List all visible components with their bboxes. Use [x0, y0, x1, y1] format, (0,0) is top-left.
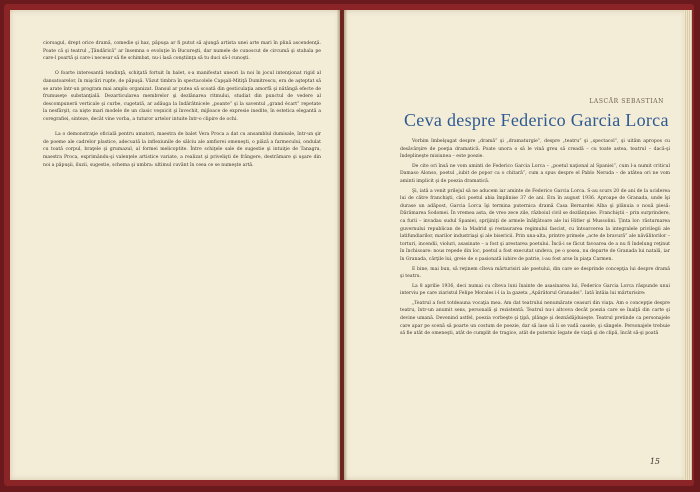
right-page-text: [400, 138, 670, 340]
right-paragraph: Şi, iată a venit prilejul să ne aducem iar aminte de Federico Garcia Lorca. S-au scurs 20 de ani de la uciderea lui de către franchişti, căci poetul abia împlinise 37 de ani. Era în august 1936. Aproape de Granada, unde îşi durase un adăpost, Garcia Lorca îşi termina puternica dramă Casa Bernardei Alba şi plănuia o nouă piesă: Dărâmarea Sodomei. În vremea asta, de vreo zece zile, războiul civil se dezlănţuise. Franchiştii – prin surprindere, ca furii – invadau sudul Spaniei, sprijiniţi de armele înălţătoare ale lui Hitler şi Mussolini. Ţinta lor: răsturnarea guvernului republican de la Madrid şi restaurarea regimului fascist, cu întoarcerea la integralele privilegii ale latifundiarilor, marilor industriaşi şi ale bisericii. Prin una-alta, printre primele „acte de bravură” ale năvălitorilor – torturi, incendii, violuri, asasinate – a fost şi arestarea poetului. Încă-i se făcut favoarea de a nu fi îndelung reţinut în închisoare: nous repede din loc, poetul a fost executat undeva, pe o şosea, nu departe de Granada lui natală, iar în Granada, cărţile lui, greie de o pasionată iubire de patrie, i-au fost arse în piaţa Carmen.: [400, 188, 670, 262]
right-paragraph: E bine, mai bun, să reţinem cîteva mărturisiri ale poetului, din care se desprinde concepţia lui despre dramă şi teatru.: [400, 266, 670, 280]
left-page: [10, 10, 340, 480]
right-paragraph: De cite ori însă ne vom aminti de Federico Garcia Lorca – „poetul naţional al Spaniei”, cum l-a numit criticul Damaso Alonso, poetul „iubit de popor ca o chitară”, cum a spus despre el Pablo Neruda – de atâtea ori ne vom aminti implicit şi de poezia dramatică.: [400, 163, 670, 184]
article-title: Ceva despre Federico Garcia Lorca: [404, 110, 669, 130]
right-paragraph: Vorbim îmbelşugat despre „dramă” şi „dramaturgie”, despre „teatru” şi „spectacol”, şi uităm apropos cu desăvârşire de poeţia dramatică. Poate unora o să le vină greu să creadă – cu toate astea, teatrul – dacă-şi îndeplineşte misiunea – este poezie.: [400, 139, 670, 160]
page-edges: [684, 10, 692, 480]
right-quote-paragraph: „Teatrul a fost totdeauna vocaţia mea. Am dat teatrului nenumărate ceasuri din viaţa. Am o concepţie despre teatru, într-un anumit sens, personală şi rezistentă. Teatrul nu-i altceva decât poezia care se înalţă din carte şi devine umană. Devenind astfel, poezia vorbeşte şi ţipă, plânge şi deznădăjduieşte. Teatrul pretinde ca personajele care apar pe scenă să poarte un costum de poezie, dar să lase să li se vadă oasele, şi sângele. Personajele trebuie să fie atât de omeneşti, atât de cumplit de tragice, atât de puternic legate de viaţă şi de clipă, încât să-şi poată: [400, 300, 670, 337]
article-author: LASCĂR SEBASTIAN: [589, 98, 664, 105]
left-paragraph: ciorsagul, drept orice dramă, comedie şi haz, păpuşa ar fi putut să ajungă artista unei arte mari în plină ascendenţă. Poate că şi teatrul „Ţăndărică” ar însemna o evoluţie în Bucureşti, dar numele de cunoscut de circumă şi stahala pe care-l poartă şi care-i necesar să fie schimbat, nu-i lasă conştiinţa să tu duci să-l cunoşti.: [43, 41, 321, 62]
book-spread: [4, 4, 694, 486]
right-page: [344, 10, 686, 480]
left-paragraph: La o demonstraţie oficială pentru amatori, maestra de balet Vera Proca a dat cu ansamblul dumisale, într-un şir de poeme ale cadrelor plastice, adecuată la inflexiunile de sălciu ale amfiorei omeneşti, o piăză a farmecului, ondulat cu toată corpul, braţele şi grumazul, al formei melicoptite. Între schiţele sale de sugestie şi intuiţie de Tanagra, maestra Proca, exprimându-şi valenţele artistice variate, a realizat şi privelişti de frângere, destrămare şi uşare din noi a păpuşii, iluzii, sugestie, schema şi umbra: ultimul cuvânt în ceea ce se numeşte artă.: [43, 132, 321, 168]
right-paragraph: La 8 aprilie 1936, deci numai cu cîteva luni înainte de asasinarea lui, Federico Garcia Lorca răspunde unui interviu pe care ziaristul Felipe Morales i-l ia la gazeta „Apărătorul Granadei”. Iată întâia lui mărturisire:: [400, 283, 670, 297]
page-number: 15: [649, 457, 660, 466]
left-paragraph: O foarte interesantă tendinţă, schiţată fortuit în balet, s-a manifestat uneori la noi în jocul intenţionat rigid al dansatoarelor, în mişcări rupte, de păpuşă. Văzut timbra în spectacolele Capşali-Mitiţă Dumitrescu, era de aşteptat să se arate într-un program mai amplu organizat. Dansul ar putea să scoată din gesticulaţia amorfă şi nătângă efecte de frumuseţe substanţială. Dezarticularea membrelor şi dezlânarea ritmului, studiat din punctul de vedere al descompunerii verticale şi curbe, cugetată, ar adăuga la îndărătnicele „poante” şi la saventul „grand écart” repetate la nesfârşit, ca nişte mari modele de un clasic veşnicit şi învechit, mijloace de expresie inedite, în estetica elegantă a coregrafiei, sinteze, decât vine vorba, a tuturor artelor intuite într-o clipire de ochi.: [43, 71, 321, 122]
left-page-text: [43, 40, 321, 177]
